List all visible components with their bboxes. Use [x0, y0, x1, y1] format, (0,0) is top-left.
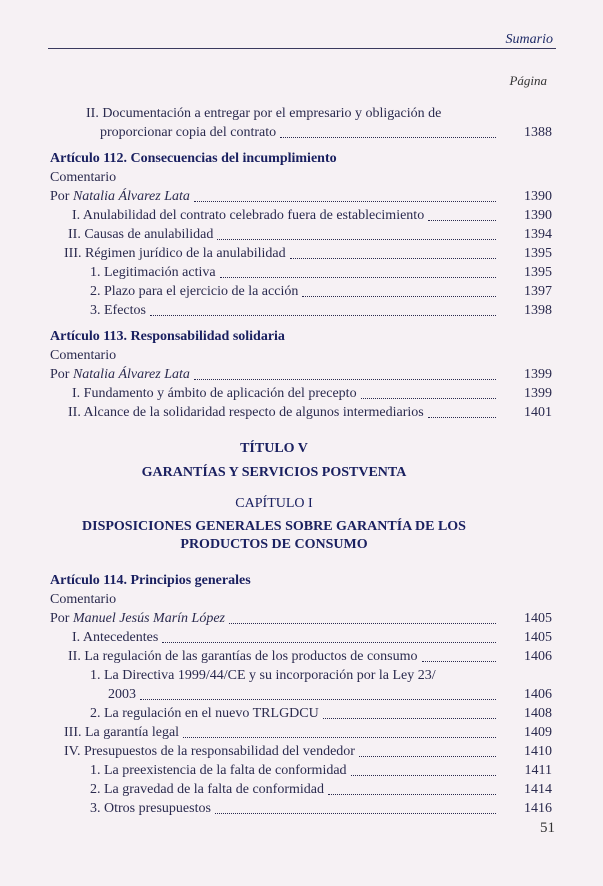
toc-entry-label: II. Alcance de la solidaridad respecto de algunos intermediarios [68, 405, 424, 420]
author-name: Natalia Álvarez Lata [72, 367, 190, 382]
table-of-contents [50, 104, 552, 818]
toc-entry-label: Por [50, 611, 73, 626]
section-heading: GARANTÍAS Y SERVICIOS POSTVENTA [141, 465, 407, 480]
toc-entry [50, 301, 552, 320]
toc-entry-label: Por [50, 367, 73, 382]
toc-page-number: 1399 [524, 367, 552, 382]
toc-entry-label: I. Antecedentes [72, 630, 159, 645]
toc-entry [50, 666, 498, 685]
toc-page-number: 1394 [524, 227, 552, 242]
toc-entry [50, 104, 498, 123]
toc-page-number: 1406 [524, 687, 552, 702]
toc-entry [50, 799, 552, 818]
leader-dots [361, 398, 496, 399]
toc-entry [50, 123, 552, 142]
toc-entry-label: proporcionar copia del contrato [100, 125, 277, 140]
page-column-label: Página [509, 73, 547, 88]
leader-dots [290, 258, 496, 259]
toc-page-number: 1398 [524, 303, 552, 318]
toc-entry [50, 647, 552, 666]
toc-entry-label: II. Documentación a entregar por el empresario y obligación de [86, 106, 442, 121]
leader-dots [162, 642, 496, 643]
author-name: Manuel Jesús Marín López [72, 611, 225, 626]
leader-dots [302, 296, 496, 297]
spacer [50, 482, 498, 496]
page-number: 51 [540, 820, 555, 836]
toc-entry-label: II. Causas de anulabilidad [68, 227, 214, 242]
toc-entry-label: 3. Otros presupuestos [90, 801, 211, 816]
toc-entry-label: 1. La Directiva 1999/44/CE y su incorporación por la Ley 23/ [90, 668, 436, 683]
spacer [50, 554, 498, 564]
toc-entry [50, 225, 552, 244]
chapter-heading: CAPÍTULO I [235, 496, 313, 511]
toc-page-number: 1395 [524, 246, 552, 261]
toc-page-number: 1390 [524, 189, 552, 204]
toc-page-number: 1397 [524, 284, 552, 299]
toc-page-number: 1401 [524, 405, 552, 420]
leader-dots [220, 277, 496, 278]
toc-entry [50, 704, 552, 723]
leader-dots [229, 623, 496, 624]
leader-dots [328, 794, 496, 795]
leader-dots [183, 737, 496, 738]
toc-entry-label: 2. Plazo para el ejercicio de la acción [90, 284, 299, 299]
toc-page-number: 1405 [524, 611, 552, 626]
toc-entry-label: I. Anulabilidad del contrato celebrado fuera de establecimiento [72, 208, 425, 223]
toc-entry [50, 723, 552, 742]
article-heading: Artículo 112. Consecuencias del incumplimiento [50, 151, 337, 166]
section-heading: TÍTULO V [240, 441, 308, 456]
toc-page-number: 1405 [524, 630, 552, 645]
leader-dots [280, 137, 496, 138]
toc-entry [50, 384, 552, 403]
toc-page-number: 1406 [524, 649, 552, 664]
toc-entry-label: Comentario [50, 170, 117, 185]
toc-entry-label: I. Fundamento y ámbito de aplicación del precepto [72, 386, 357, 401]
toc-page-number: 1410 [524, 744, 552, 759]
toc-page-number: 1411 [524, 763, 552, 778]
toc-entry-label: 3. Efectos [90, 303, 146, 318]
toc-entry [50, 263, 552, 282]
leader-dots [215, 813, 496, 814]
toc-entry [50, 590, 498, 609]
toc-entry [50, 609, 552, 628]
toc-page-number: 1414 [524, 782, 552, 797]
toc-entry-label: 1. Legitimación activa [90, 265, 216, 280]
toc-entry-label: 1. La preexistencia de la falta de conformidad [90, 763, 347, 778]
leader-dots [323, 718, 496, 719]
leader-dots [422, 661, 496, 662]
toc-entry [50, 282, 552, 301]
toc-entry-label: Comentario [50, 592, 117, 607]
toc-entry-label: III. La garantía legal [64, 725, 180, 740]
toc-entry-label: Comentario [50, 348, 117, 363]
leader-dots [359, 756, 496, 757]
article-heading: Artículo 114. Principios generales [50, 573, 251, 588]
toc-entry-label: 2. La regulación en el nuevo TRLGDCU [90, 706, 319, 721]
author-name: Natalia Álvarez Lata [72, 189, 190, 204]
header-rule [48, 48, 556, 49]
section-heading: PRODUCTOS DE CONSUMO [180, 537, 368, 552]
article-heading: Artículo 113. Responsabilidad solidaria [50, 329, 285, 344]
toc-entry-label: 2. La gravedad de la falta de conformidad [90, 782, 325, 797]
toc-entry [50, 365, 552, 384]
toc-entry-label: Por [50, 189, 73, 204]
toc-page-number: 1388 [524, 125, 552, 140]
toc-entry [50, 168, 498, 187]
leader-dots [351, 775, 496, 776]
toc-entry [50, 742, 552, 761]
toc-entry-label: III. Régimen jurídico de la anulabilidad [64, 246, 286, 261]
toc-page-number: 1409 [524, 725, 552, 740]
toc-entry-label: II. La regulación de las garantías de los productos de consumo [68, 649, 418, 664]
leader-dots [140, 699, 496, 700]
leader-dots [428, 417, 496, 418]
spacer [50, 422, 498, 440]
leader-dots [150, 315, 496, 316]
toc-entry [50, 685, 552, 704]
toc-entry [50, 346, 498, 365]
leader-dots [217, 239, 496, 240]
toc-entry [50, 244, 552, 263]
toc-page-number: 1408 [524, 706, 552, 721]
toc-entry [50, 780, 552, 799]
toc-page-number: 1395 [524, 265, 552, 280]
toc-entry [50, 206, 552, 225]
running-head: Sumario [505, 32, 553, 47]
toc-entry [50, 761, 552, 780]
toc-entry [50, 187, 552, 206]
leader-dots [194, 201, 496, 202]
toc-entry [50, 628, 552, 647]
toc-entry-label: 2003 [108, 687, 136, 702]
toc-page-number: 1390 [524, 208, 552, 223]
toc-entry [50, 403, 552, 422]
toc-entry-label: IV. Presupuestos de la responsabilidad del vendedor [64, 744, 355, 759]
leader-dots [194, 379, 496, 380]
leader-dots [428, 220, 496, 221]
section-heading: DISPOSICIONES GENERALES SOBRE GARANTÍA DE LOS [82, 519, 466, 534]
toc-page-number: 1416 [524, 801, 552, 816]
toc-page-number: 1399 [524, 386, 552, 401]
